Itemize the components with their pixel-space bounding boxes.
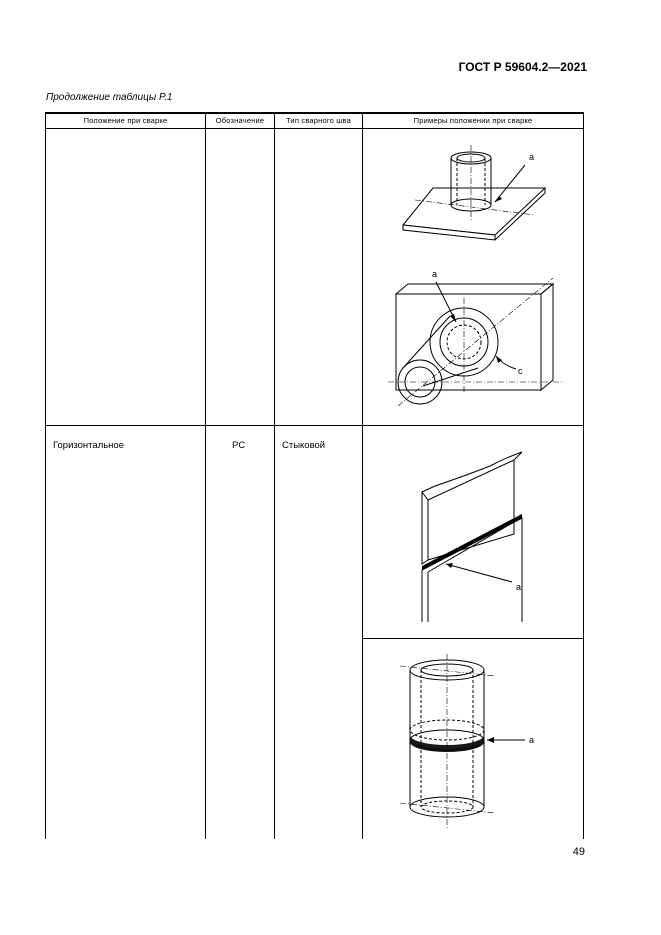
- page-number: 49: [572, 846, 585, 858]
- column-divider-3: [362, 112, 363, 839]
- label-a: a: [516, 582, 522, 592]
- pipe-through-wall-figure: [388, 268, 563, 413]
- header-bottom-border: [45, 128, 584, 129]
- column-header-designation: Обозначение: [215, 116, 265, 125]
- document-code: ГОСТ Р 59604.2—2021: [458, 60, 587, 74]
- pipe-on-plate-figure: [395, 140, 555, 250]
- column-divider-2: [274, 112, 275, 839]
- column-header-examples: Примеры положении при сварке: [413, 116, 533, 125]
- horizontal-butt-weld-figure: [410, 442, 540, 627]
- label-a: a: [529, 152, 535, 162]
- table-right-border: [583, 112, 584, 839]
- cell-position: Горизонтальное: [53, 440, 124, 451]
- column-header-position: Положение при сварке: [83, 116, 168, 125]
- row-divider: [45, 425, 584, 426]
- table-caption: Продолжение таблицы Р.1: [46, 92, 173, 103]
- label-c: c: [518, 366, 523, 376]
- label-a: a: [432, 269, 438, 279]
- table-left-border: [45, 112, 46, 839]
- cell-designation: PC: [232, 440, 246, 451]
- column-divider-1: [205, 112, 206, 839]
- label-a: a: [529, 735, 535, 745]
- cell-weld-type: Стыковой: [282, 440, 326, 451]
- vertical-pipe-weld-figure: [395, 652, 555, 832]
- figure-divider: [362, 638, 584, 639]
- column-header-weld-type: Тип сварного шва: [285, 116, 351, 125]
